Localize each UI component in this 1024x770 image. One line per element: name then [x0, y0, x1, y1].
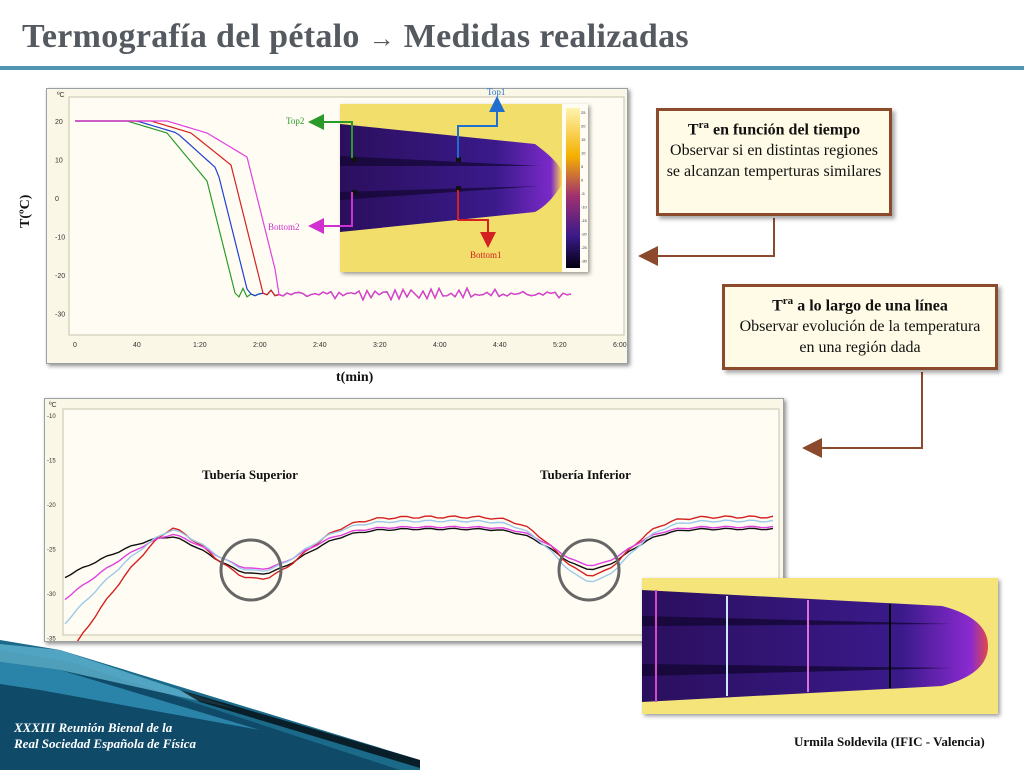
- time-chart-ytick: 0: [55, 196, 59, 203]
- thermo-label-bottom2: Bottom2: [268, 222, 300, 232]
- time-chart-xlabel: t(min): [336, 370, 374, 385]
- colorbar-tick: -20: [581, 231, 587, 237]
- title-left: Termografía del pétalo: [22, 18, 360, 55]
- callout-time-heading-rest: en función del tiempo: [708, 121, 861, 139]
- colorbar-tick: 5: [581, 164, 584, 169]
- thermo-label-bottom1: Bottom1: [470, 250, 502, 260]
- time-chart-ytick: -20: [55, 273, 66, 280]
- slide-title: [22, 18, 689, 56]
- colorbar-tick: 0: [581, 177, 584, 183]
- title-divider: [0, 66, 1024, 70]
- time-chart-ylabel: T(ºC): [18, 194, 33, 228]
- callout-line-heading-rest: a lo largo de una línea: [793, 297, 948, 315]
- line-chart-unit: ºC: [49, 402, 57, 409]
- line-chart-ytick: -10: [47, 414, 56, 420]
- time-chart-xtick: 4:00: [433, 342, 447, 349]
- title-arrow-icon: →: [368, 24, 395, 53]
- colorbar-tick: -15: [581, 218, 587, 223]
- footer-conference-line1: XXXIII Reunión Bienal de la: [14, 720, 173, 735]
- callout-line: [722, 284, 998, 370]
- callout-line-heading-sup: ra: [782, 295, 794, 307]
- colorbar-tick: -25: [581, 245, 587, 250]
- line-chart-ytick: -15: [47, 458, 56, 465]
- thermal-image-bottom: [642, 578, 998, 714]
- footer-conference: [14, 720, 196, 752]
- colorbar-tick: 25: [581, 110, 586, 115]
- line-chart-ytick: -30: [47, 592, 56, 598]
- callout-time: [656, 108, 892, 216]
- time-chart-xtick: 40: [133, 342, 141, 349]
- line-chart-ytick: -25: [47, 547, 56, 554]
- title-right: Medidas realizadas: [403, 18, 689, 55]
- time-chart-ytick: 20: [55, 119, 63, 126]
- callout-time-heading-sup: ra: [698, 119, 709, 131]
- line-chart-ytick: -35: [47, 636, 56, 641]
- colorbar-tick: 15: [581, 137, 586, 142]
- footer-conference-line2: Real Sociedad Española de Física: [14, 736, 196, 751]
- time-chart-unit: ºC: [57, 92, 65, 99]
- time-chart-xtick: 1:20: [193, 342, 207, 349]
- time-chart-xtick: 0: [73, 342, 77, 349]
- label-tuberia-superior: Tubería Superior: [202, 467, 298, 482]
- thermo-label-top2: Top2: [286, 116, 305, 126]
- colorbar-tick: 10: [581, 150, 586, 156]
- thermal-image-top: [340, 104, 588, 272]
- time-chart-xtick: 3:20: [373, 342, 387, 349]
- time-chart-xtick: 4:40: [493, 342, 507, 349]
- time-chart-ytick: 10: [55, 157, 63, 165]
- time-chart-ytick: -10: [55, 234, 66, 242]
- colorbar-tick: -10: [581, 204, 587, 210]
- callout-line-heading: [731, 291, 989, 316]
- line-chart-ytick: -20: [47, 503, 56, 509]
- thermo-label-top1: Top1: [487, 87, 506, 97]
- time-chart-xtick: 6:00: [613, 342, 627, 349]
- colorbar-tick: -5: [581, 191, 585, 196]
- callout-line-body: Observar evolución de la temperatura en una región dada: [739, 318, 981, 357]
- time-chart-xtick: 2:40: [313, 342, 327, 349]
- footer-author: Urmila Soldevila (IFIC - Valencia): [794, 734, 985, 749]
- colorbar-tick: -30: [581, 258, 587, 264]
- label-tuberia-inferior: Tubería Inferior: [540, 467, 631, 482]
- time-chart-ytick: -30: [55, 311, 66, 319]
- callout-time-heading: [665, 115, 883, 140]
- time-chart-xtick: 5:20: [553, 342, 567, 349]
- time-chart-xtick: 2:00: [253, 342, 267, 349]
- colorbar-tick: 20: [581, 123, 586, 129]
- callout-line-heading-t: T: [772, 297, 783, 315]
- callout-time-heading-t: T: [687, 121, 699, 139]
- callout-time-body: Observar si en distintas regiones se alcanzan temperturas similares: [666, 142, 882, 181]
